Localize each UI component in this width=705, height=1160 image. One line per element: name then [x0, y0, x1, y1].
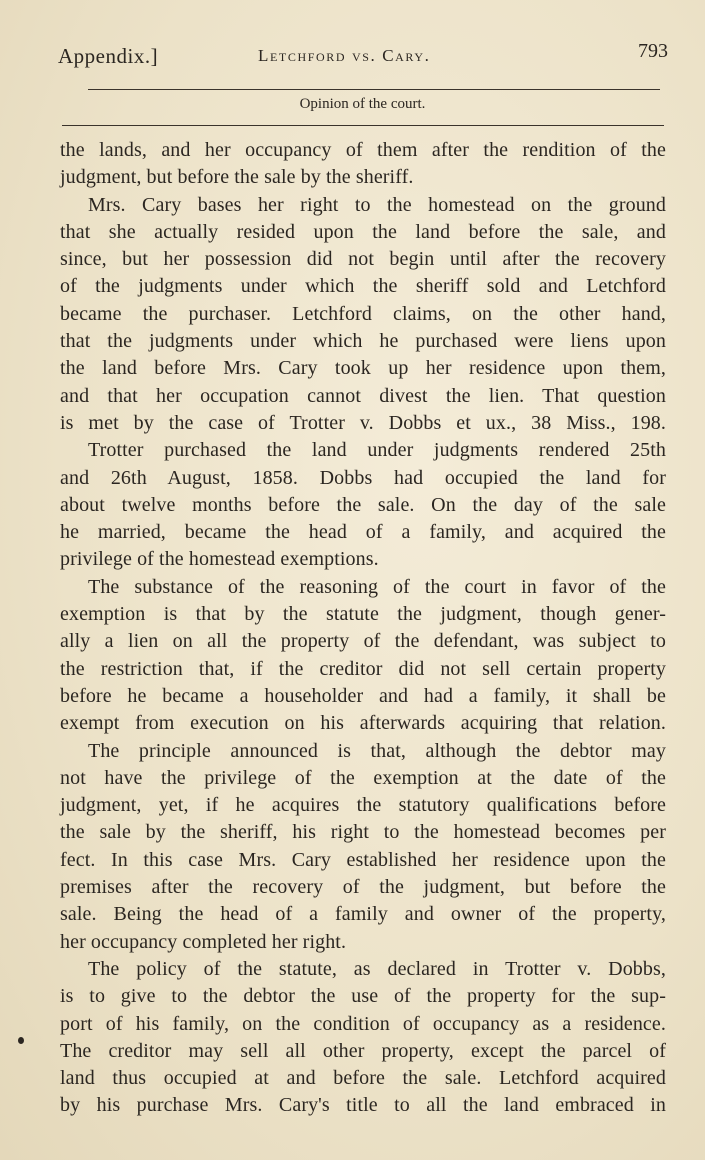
text-line: land thus occupied at and before the sale. Letchford acquired	[60, 1067, 666, 1090]
text-line: The principle announced is that, although the debtor may	[88, 739, 666, 762]
text-line: ally a lien on all the property of the defendant, was subject to	[60, 630, 666, 653]
text-line: the lands, and her occupancy of them after the rendition of the	[60, 139, 666, 161]
text-line: he married, became the head of a family, and acquired the	[60, 521, 666, 544]
text-line: privilege of the homestead exemptions.	[60, 548, 379, 571]
text-line: the land before Mrs. Cary took up her residence upon them,	[60, 357, 666, 380]
text-line: The creditor may sell all other property, except the parcel of	[60, 1039, 666, 1062]
text-line: before he became a householder and had a family, it shall be	[60, 684, 666, 707]
text-line: the sale by the sheriff, his right to the homestead becomes per	[60, 821, 666, 844]
text-line: is met by the case of Trotter v. Dobbs et ux., 38 Miss., 198.	[60, 411, 666, 434]
text-line: and that her occupation cannot divest the lien. That question	[60, 384, 666, 407]
text-line: and 26th August, 1858. Dobbs had occupied the land for	[60, 466, 666, 489]
text-line: not have the privilege of the exemption at the date of the	[60, 766, 666, 789]
text-line: her occupancy completed her right.	[60, 930, 347, 953]
text-line: exemption is that by the statute the judgment, though gener-	[60, 603, 666, 626]
bottom-rule	[62, 125, 664, 126]
text-line: became the purchaser. Letchford claims, on the other hand,	[60, 302, 666, 325]
text-line: judgment, yet, if he acquires the statutory qualifications before	[60, 794, 666, 817]
text-line: since, but her possession did not begin until after the recovery	[60, 248, 666, 271]
margin-ink-dot	[18, 1037, 24, 1044]
text-line: is to give to the debtor the use of the property for the sup-	[60, 985, 666, 1008]
text-line: The substance of the reasoning of the court in favor of the	[88, 575, 666, 598]
text-line: premises after the recovery of the judgment, but before the	[60, 876, 666, 899]
text-line: Trotter purchased the land under judgments rendered 25th	[88, 439, 666, 462]
case-title: Letchford vs. Cary.	[258, 46, 431, 65]
text-line: that the judgments under which he purchased were liens upon	[60, 330, 666, 353]
text-line: of the judgments under which the sheriff sold and Letchford	[60, 275, 666, 298]
text-line: exempt from execution on his afterwards acquiring that relation.	[60, 712, 666, 735]
body-text	[60, 137, 666, 1120]
text-line: The policy of the statute, as declared in Trotter v. Dobbs,	[88, 957, 666, 980]
text-line: judgment, but before the sale by the sheriff.	[60, 166, 414, 189]
page-number: 793	[638, 40, 668, 62]
top-rule	[88, 89, 660, 90]
text-line: sale. Being the head of a family and owner of the property,	[60, 903, 666, 926]
text-line: that she actually resided upon the land before the sale, and	[60, 220, 666, 243]
text-line: port of his family, on the condition of occupancy as a residence.	[60, 1012, 666, 1035]
subheading: Opinion of the court.	[299, 96, 426, 112]
running-head	[58, 40, 668, 70]
text-line: by his purchase Mrs. Cary's title to all the land embraced in	[60, 1094, 666, 1117]
text-line: fect. In this case Mrs. Cary established her residence upon the	[60, 848, 666, 871]
text-line: Mrs. Cary bases her right to the homestead on the ground	[88, 193, 666, 216]
text-line: the restriction that, if the creditor did not sell certain property	[60, 657, 666, 680]
text-line: about twelve months before the sale. On the day of the sale	[60, 493, 666, 516]
section-label: Appendix.]	[58, 44, 159, 68]
